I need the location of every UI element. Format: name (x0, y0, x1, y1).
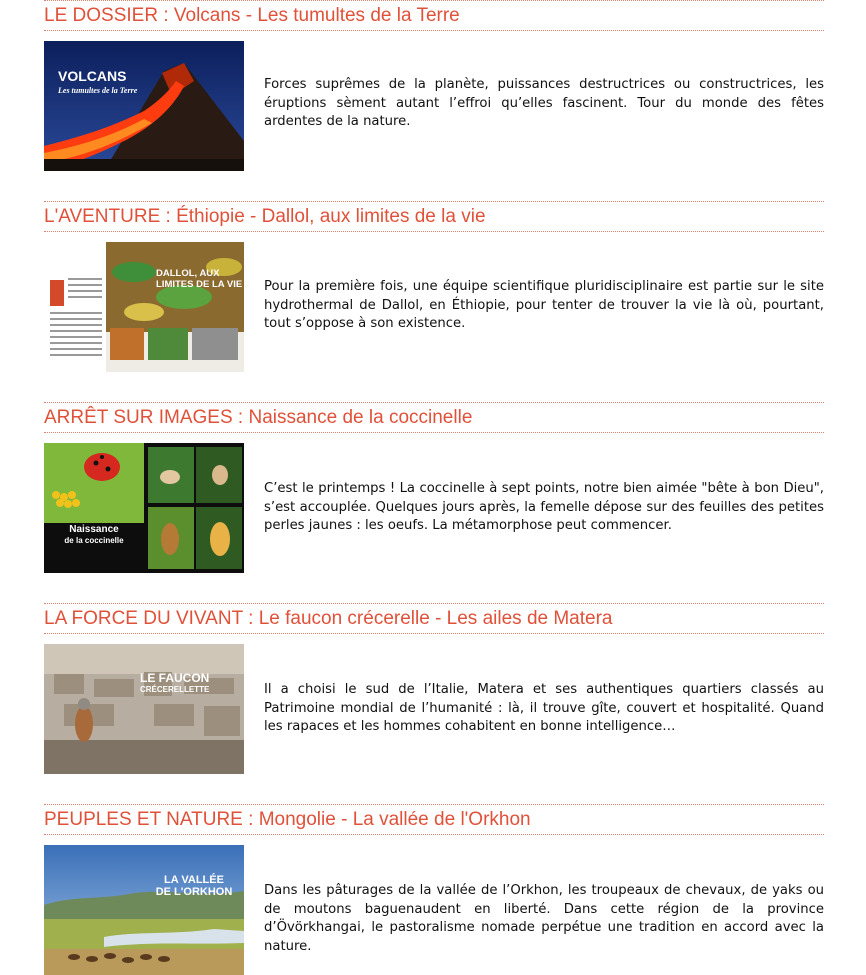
ladybug-image[interactable] (44, 443, 244, 573)
article-rubric[interactable]: L'AVENTURE (44, 206, 161, 227)
thumb-title-2: LIMITES DE LA VIE (156, 279, 243, 290)
thumb-title-2: DE L'ORKHON (155, 886, 233, 898)
article-title[interactable]: Éthiopie - Dallol, aux limites de la vie (176, 206, 486, 227)
thumb-title-2: CRÉCERELLETTE (140, 685, 210, 694)
article-heading[interactable]: LA FORCE DU VIVANT : Le faucon crécerelle - Les ailes de Matera (44, 608, 613, 629)
article-description: Pour la première fois, une équipe scientifique pluridisciplinaire est partie sur le site hydrothermal de Dallol, en Éthiopie, pour tenter de trouver la vie là où, pourtant, tout s’oppose à son existence. (264, 279, 824, 331)
article-description: Dans les pâturages de la vallée de l’Orkhon, les troupeaux de chevaux, de yaks ou de moutons baguenaudent en liberté. Dans cette région de la province d’Övörkhangai, le pastoralisme nomade perpétue une tradition en accord avec la nature. (264, 883, 824, 954)
thumb-title: DALLOL, AUX (156, 268, 220, 279)
dotted-divider (44, 0, 824, 1)
article-title[interactable]: Le faucon crécerelle - Les ailes de Matera (258, 608, 613, 629)
article-title[interactable]: Naissance de la coccinelle (248, 407, 473, 428)
article-rubric[interactable]: ARRÊT SUR IMAGES (44, 407, 233, 428)
dotted-divider (44, 201, 824, 202)
hydrothermal-pools-image[interactable] (44, 242, 244, 372)
article-heading[interactable]: L'AVENTURE : Éthiopie - Dallol, aux limites de la vie (44, 206, 486, 227)
article-rubric[interactable]: PEUPLES ET NATURE (44, 809, 243, 830)
falcon-matera-image[interactable] (44, 644, 244, 774)
dotted-divider (44, 633, 824, 634)
article-heading[interactable]: PEUPLES ET NATURE : Mongolie - La vallée de l'Orkhon (44, 809, 531, 830)
thumb-title: Naissance (69, 524, 119, 535)
mongolia-valley-image[interactable] (44, 845, 244, 975)
article-description: C’est le printemps ! La coccinelle à sept points, notre bien aimée "bête à bon Dieu", s’est accouplée. Quelques jours après, la femelle dépose sur des feuilles des petites perles jaunes : les oeufs. La métamorphose peut commencer. (264, 481, 824, 533)
thumb-title: VOLCANS (58, 68, 127, 84)
article-title[interactable]: Mongolie - La vallée de l'Orkhon (258, 809, 531, 830)
article-heading[interactable]: LE DOSSIER : Volcans - Les tumultes de la Terre (44, 5, 460, 26)
dotted-divider (44, 432, 824, 433)
thumb-title: LA VALLÉE (164, 874, 224, 886)
dotted-divider (44, 30, 824, 31)
article-rubric[interactable]: LA FORCE DU VIVANT (44, 608, 243, 629)
thumb-subtitle: Les tumultes de la Terre (58, 86, 138, 95)
article-description: Il a choisi le sud de l’Italie, Matera et ses authentiques quartiers classés au Patrimoine mondial de l’humanité : là, il trouve gîte, couvert et hospitalité. Quand les rapaces et les hommes cohabitent en bonne intelligence… (264, 682, 824, 734)
article-heading[interactable]: ARRÊT SUR IMAGES : Naissance de la coccinelle (44, 407, 473, 428)
thumb-title-2: de la coccinelle (64, 536, 124, 545)
volcano-lava-image[interactable] (44, 41, 244, 171)
dotted-divider (44, 603, 824, 604)
dotted-divider (44, 402, 824, 403)
article-title[interactable]: Volcans - Les tumultes de la Terre (173, 5, 460, 26)
dotted-divider (44, 231, 824, 232)
dotted-divider (44, 804, 824, 805)
dotted-divider (44, 834, 824, 835)
article-rubric[interactable]: LE DOSSIER (44, 5, 159, 26)
article-description: Forces suprêmes de la planète, puissances destructrices ou constructrices, les éruptions sèment autant l’effroi qu’elles fascinent. Tour du monde des fêtes ardentes de la nature. (264, 77, 824, 129)
thumb-title: LE FAUCON (140, 671, 210, 685)
